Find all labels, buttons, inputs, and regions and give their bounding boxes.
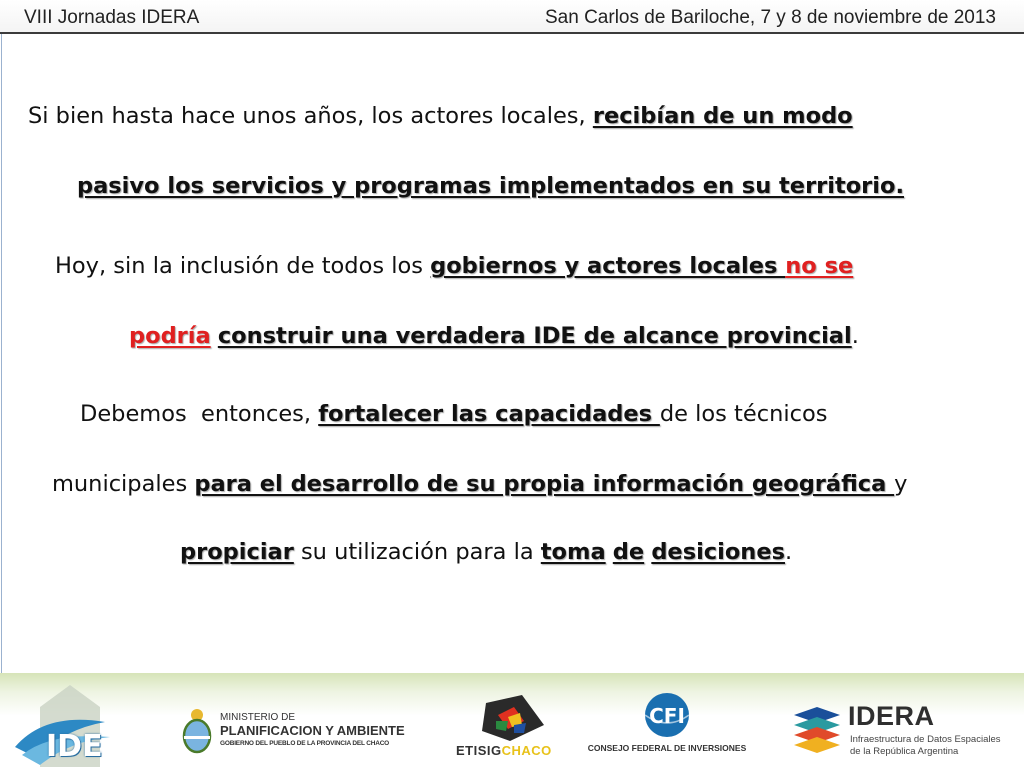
idera-subtitle-line1: Infraestructura de Datos Espaciales — [850, 734, 1001, 745]
paragraph2-period: . — [851, 323, 859, 349]
idera-logo — [792, 701, 1012, 761]
paragraph3-line3 — [180, 539, 792, 565]
left-border-line — [1, 34, 2, 674]
paragraph1-line2 — [77, 173, 904, 199]
paragraph3-emphasis3: propiciar — [180, 539, 294, 565]
paragraph1-text: Si bien hasta hace unos años, los actores locales, — [28, 103, 593, 129]
paragraph3-text4: y — [894, 471, 908, 497]
idera-subtitle-line2: de la República Argentina — [850, 746, 959, 757]
paragraph2-line1 — [55, 253, 853, 279]
paragraph2-emphasis: gobiernos y actores locales — [430, 253, 786, 279]
paragraph3-emphasis: fortalecer las capacidades — [318, 401, 660, 427]
ide-logo-text: IDE — [46, 729, 103, 764]
idera-name: IDERA — [848, 701, 935, 731]
cfi-logo-text: CFI — [649, 704, 685, 728]
etisig-label: ETISIG — [456, 743, 502, 758]
ministerio-logo — [180, 706, 440, 756]
event-title: VIII Jornadas IDERA — [24, 7, 200, 28]
paragraph3-text5: su utilización para la — [293, 539, 541, 565]
ministerio-subtitle: GOBIERNO DEL PUEBLO DE LA PROVINCIA DEL CHACO — [220, 740, 390, 747]
paragraph2-emphasis-cont: construir una verdadera IDE de alcance provincial — [217, 323, 852, 349]
paragraph2-text: Hoy, sin la inclusión de todos los — [55, 253, 431, 279]
paragraph3-emphasis2: para el desarrollo de su propia información geográfica — [194, 471, 895, 497]
paragraph1-emphasis-cont: pasivo los servicios y programas implementados en su territorio. — [77, 173, 904, 199]
paragraph3-emphasis5: de — [612, 539, 645, 565]
paragraph2-line2 — [129, 323, 859, 349]
paragraph3-line1 — [80, 401, 827, 427]
cfi-caption: CONSEJO FEDERAL DE INVERSIONES — [587, 743, 747, 753]
ide-chaco-logo — [10, 677, 120, 767]
etisig-text — [456, 743, 552, 758]
cfi-globe-icon — [584, 691, 750, 741]
event-location-date: San Carlos de Bariloche, 7 y 8 de noviembre de 2013 — [545, 7, 996, 28]
paragraph3-text: Debemos entonces, — [80, 401, 319, 427]
idera-layers-icon — [792, 705, 842, 757]
paragraph2-red-emphasis-cont: podría — [129, 323, 211, 349]
paragraph3-line2 — [52, 471, 907, 497]
idera-subtitle — [850, 734, 1001, 758]
etisig-chaco-logo — [452, 691, 578, 768]
paragraph3-emphasis6: desiciones — [651, 539, 785, 565]
chaco-label: CHACO — [501, 743, 552, 758]
ministerio-name: PLANIFICACION Y AMBIENTE — [220, 723, 405, 738]
ministerio-small-label: MINISTERIO DE — [220, 712, 296, 723]
cfi-logo — [584, 691, 750, 761]
logo-footer — [0, 673, 1024, 768]
coat-of-arms-icon — [180, 706, 214, 754]
paragraph3-text3: municipales — [52, 471, 195, 497]
paragraph2-red-emphasis: no se — [785, 253, 854, 279]
paragraph3-text2: de los técnicos — [659, 401, 828, 427]
paragraph3-period: . — [784, 539, 793, 565]
etisig-puzzle-icon — [452, 691, 578, 747]
slide-header — [0, 0, 1024, 34]
paragraph1-emphasis: recibían de un modo — [592, 103, 853, 129]
paragraph3-emphasis4: toma — [540, 539, 606, 565]
paragraph1-line1 — [28, 103, 853, 129]
